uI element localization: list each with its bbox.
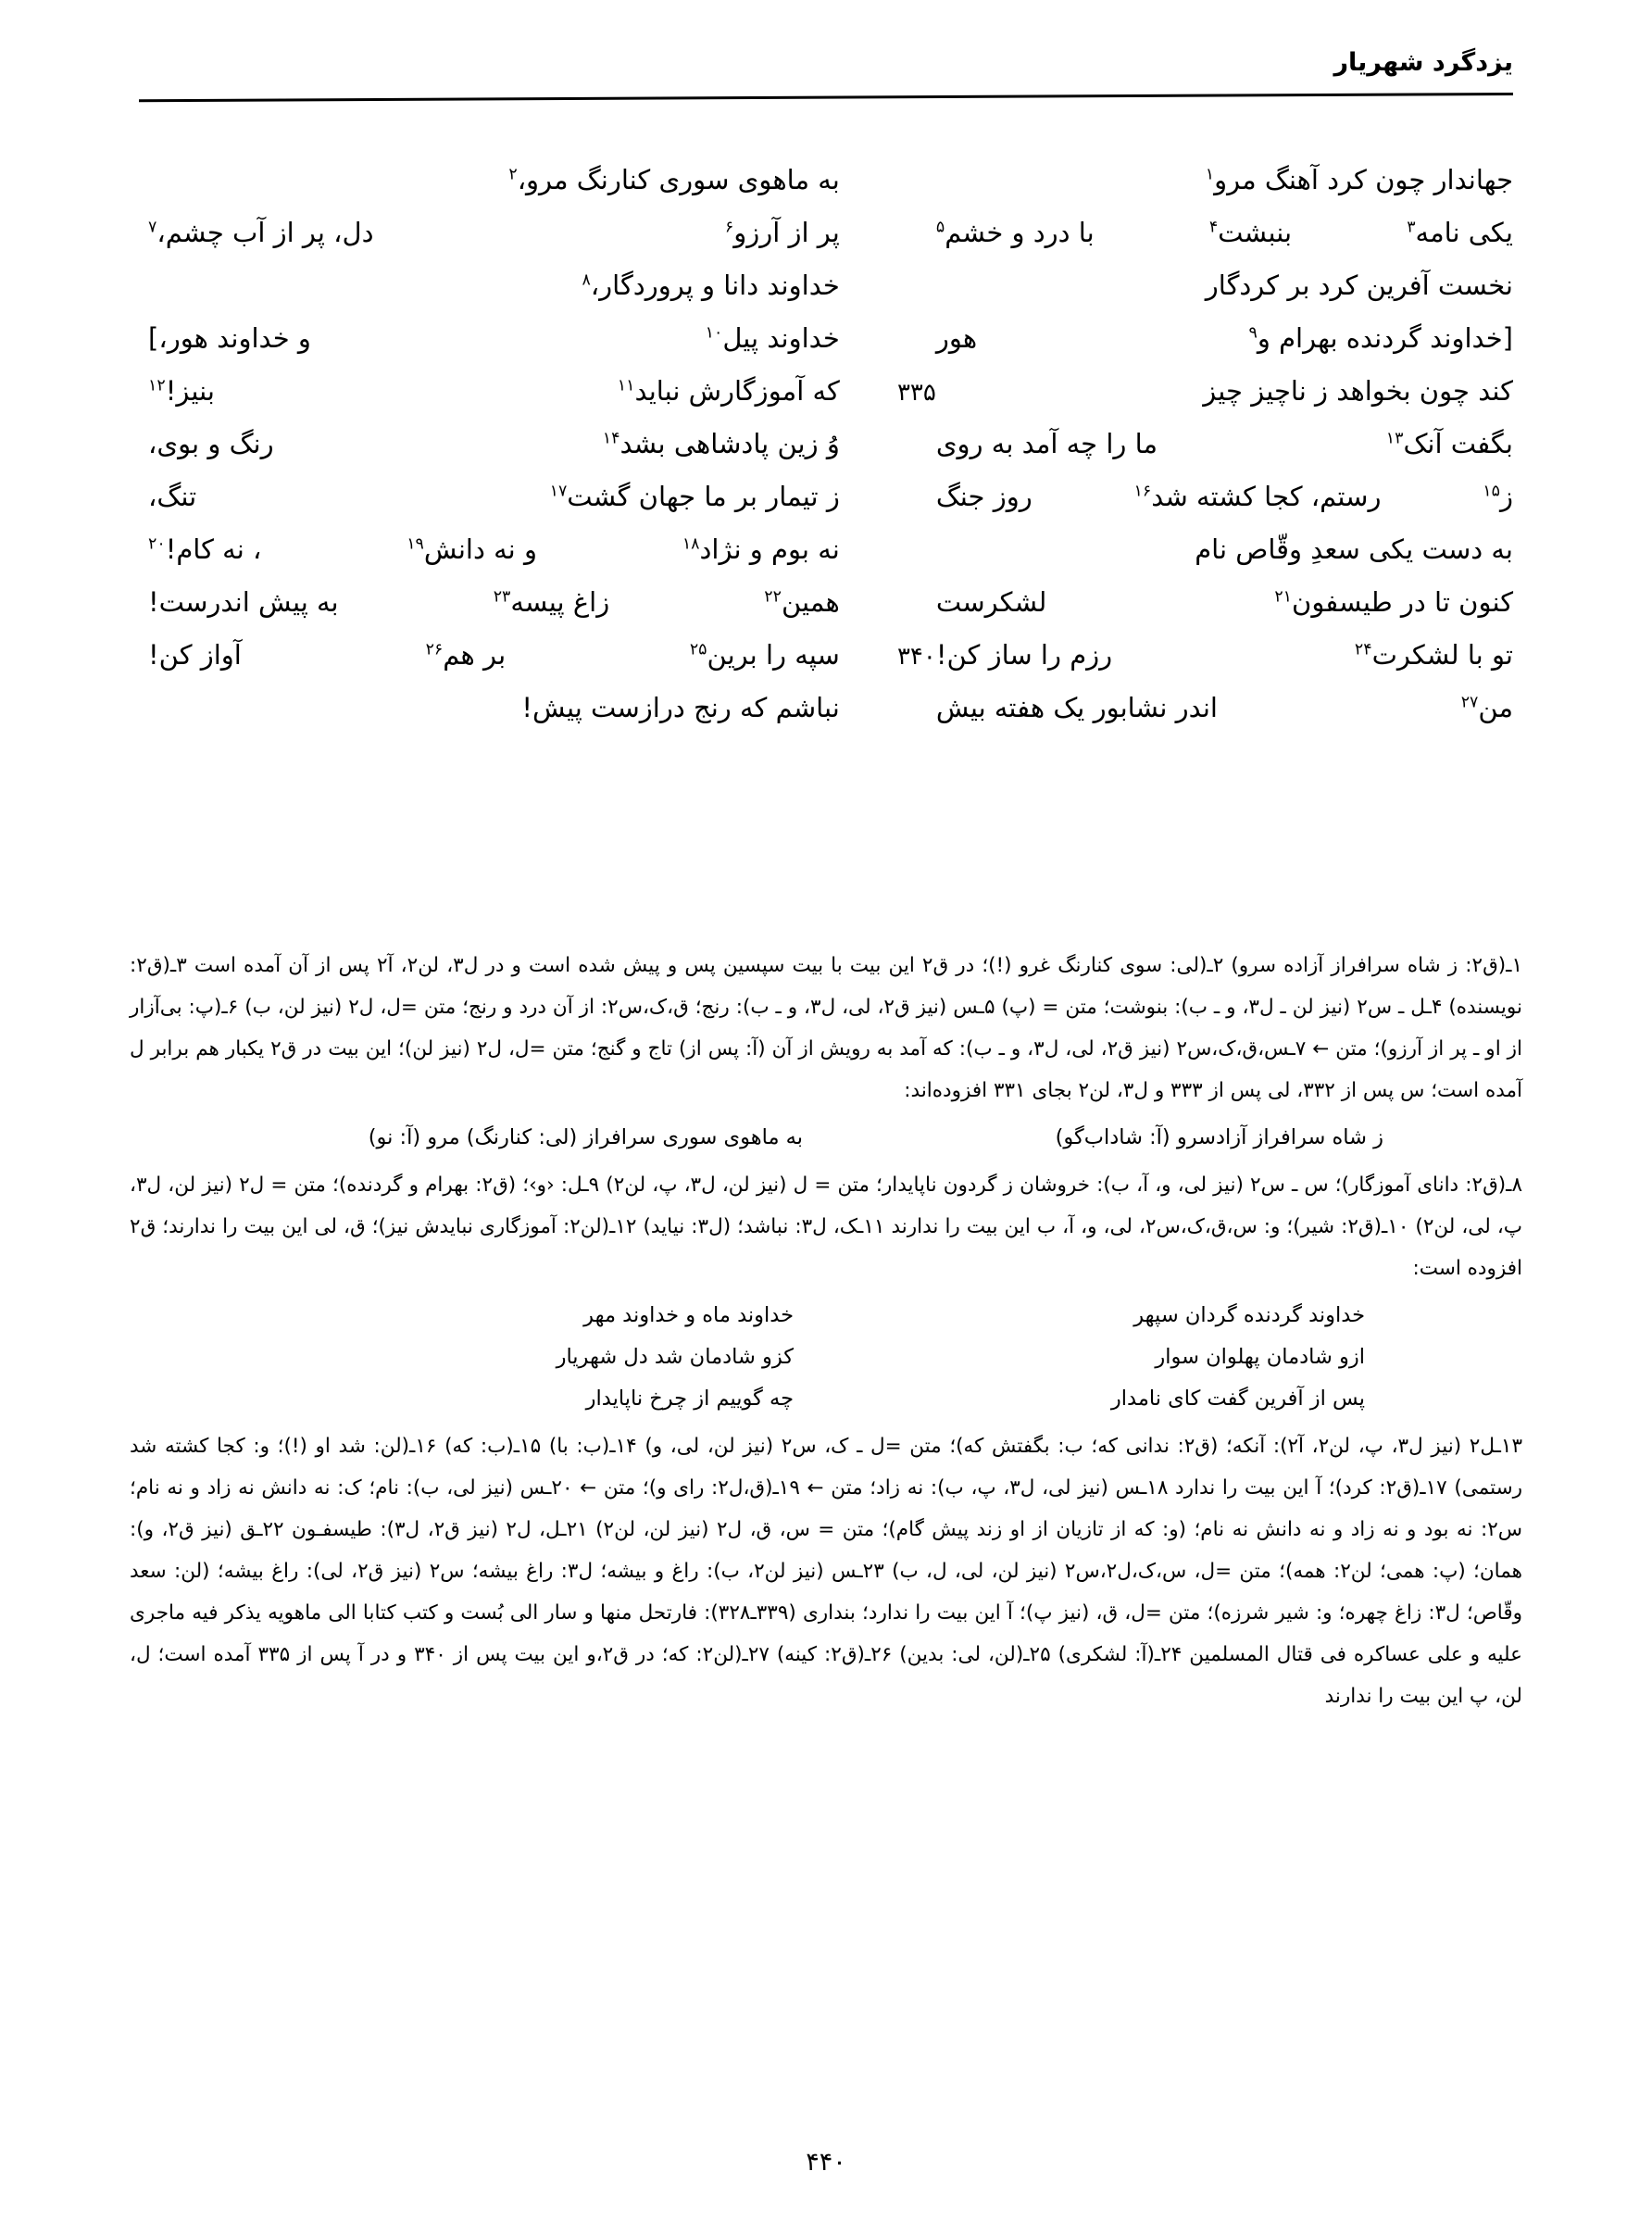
inset-verse-row xyxy=(130,1378,1522,1420)
hemistich-right xyxy=(840,533,1513,565)
hemistich-left xyxy=(139,428,840,459)
hemistich-segment: به ماهوی سوری کنارنگ مرو،$^۲$ xyxy=(508,164,840,195)
footnote-marker: ۱۶ xyxy=(1133,482,1152,501)
footnote-marker: ۱۴ xyxy=(602,429,620,448)
hemistich-right xyxy=(840,217,1513,248)
footnote-marker: ۱۹ xyxy=(407,534,424,554)
hemistich-segment: ، نه کام!$^{۲۰}$ xyxy=(148,533,262,565)
hemistich-segment: خداوند دانا و پروردگار،$^۸$ xyxy=(582,270,840,301)
footnote-marker: ۲۱ xyxy=(1274,587,1293,607)
hemistich-segment: آواز کن! xyxy=(148,639,242,671)
hemistich-segment: خداوند پیل$^{۱۰}$ xyxy=(705,322,840,354)
hemistich-left-text xyxy=(148,639,840,671)
hemistich-segment: همین$^{۲۲}$ xyxy=(764,586,840,618)
inset-verse-row xyxy=(130,1337,1522,1378)
verse-row xyxy=(139,164,1513,220)
hemistich-segment: به پیش اندرست! xyxy=(148,586,339,618)
inset-hemistich-left: کزو شادمان شد دل شهریار xyxy=(556,1345,794,1369)
hemistich-left xyxy=(139,586,840,618)
inset-hemistich-left: به ماهوی سوری سرافراز (لی: کنارنگ) مرو (آ: نو) xyxy=(368,1125,803,1149)
footnote-marker: ۲ xyxy=(508,165,518,184)
page-header xyxy=(139,48,1513,104)
hemistich-segment: دل، پر از آب چشم،$^۷$ xyxy=(148,217,374,248)
footnote-marker: ۲۷ xyxy=(1460,693,1479,712)
apparatus-inset-verses xyxy=(130,1117,1522,1159)
hemistich-left xyxy=(139,217,840,248)
footnote-marker: ۵ xyxy=(935,218,945,237)
hemistich-right xyxy=(840,428,1513,459)
footnote-marker: ۱۸ xyxy=(682,534,700,554)
verse-row xyxy=(139,217,1513,272)
hemistich-right-text xyxy=(935,692,1513,723)
hemistich-segment: و خداوند هور،] xyxy=(148,322,311,354)
hemistich-segment: کنون تا در طیسفون$^{۲۱}$ xyxy=(1274,586,1513,618)
hemistich-segment: نباشم که رنج درازست پیش! xyxy=(521,692,840,723)
hemistich-segment: بگفت آنک$^{۱۳}$ xyxy=(1385,428,1513,459)
hemistich-segment: تو با لشکرت$^{۲۴}$ xyxy=(1354,639,1513,671)
hemistich-left-text xyxy=(148,322,840,354)
footnote-marker: ۱۷ xyxy=(549,482,568,501)
hemistich-segment: تنگ، xyxy=(148,481,197,512)
hemistich-left xyxy=(139,692,840,723)
running-head-title: یزدگرد شهریار xyxy=(1333,48,1513,77)
footnote-marker: ۲۶ xyxy=(425,640,444,659)
footnote-marker: ۱۲ xyxy=(148,376,166,395)
hemistich-left xyxy=(139,272,840,299)
inset-hemistich-right: ز شاه سرافراز آزادسرو (آ: شاداب‌گو) xyxy=(1055,1125,1383,1149)
hemistich-left-text xyxy=(148,164,840,195)
footnote-marker: ۲۵ xyxy=(689,640,707,659)
hemistich-segment: روز جنگ xyxy=(935,481,1032,512)
verse-number: ۳۴۰ xyxy=(896,643,936,671)
hemistich-right-text xyxy=(936,164,1513,195)
hemistich-left-text xyxy=(148,586,840,618)
footnote-marker: ۲۰ xyxy=(148,534,166,554)
hemistich-left xyxy=(139,164,840,195)
verse-row xyxy=(139,586,1513,642)
footnote-marker: ۳ xyxy=(1407,218,1416,237)
inset-hemistich-right: پس از آفرین گفت کای نامدار xyxy=(1110,1387,1365,1411)
hemistich-right-text xyxy=(936,533,1513,565)
hemistich-left-text xyxy=(148,533,840,565)
hemistich-segment: کند چون بخواهد ز ناچیز چیز xyxy=(1203,375,1513,407)
hemistich-left-text xyxy=(148,692,840,723)
footnote-marker: ۱۰ xyxy=(705,323,723,343)
footnote-marker: ۲۲ xyxy=(764,587,782,607)
apparatus-paragraph: ۱ـ(ق۲: ز شاه سرافراز آزاده سرو) ۲ـ(لی: سوی کنارنگ غرو (!)؛ در ق۲ این بیت با بیت سپسین پس و پیش شده است و در ل۳، لن۲، آ۲ پس از آن آمده است ۳ـ(ق۲: نویسنده) ۴ـل ـ س۲ (نیز لن ـ ل۳، و ـ ب): بنوشت؛ متن = (پ) ۵ـس (نیز ق۲، لی، ل۳، و ـ ب): رنج؛ ق،ک،س۲: از آن درد و رنج؛ متن =ل، ل۲ (نیز لن، ب) ۶ـ(پ: بی‌آزار از او ـ پر از آرزو)؛ متن ← ۷ـس،ق،ک،س۲ (نیز ق۲، لی، ل۳، و ـ ب): که آمد به رویش از آن (آ: پس از) تاج و گنج؛ متن =ل، ل۲ (نیز لن)؛ این بیت در ق۲ یکبار هم برابر ل آمده است؛ س پس از ۳۳۲، لی پس از ۳۳۳ و ل۳، لن۲ بجای ۳۳۱ افزوده‌اند: xyxy=(130,954,1523,1102)
hemistich-left-text xyxy=(148,428,840,459)
hemistich-right xyxy=(840,375,1513,407)
verse-row xyxy=(139,639,1513,695)
footnote-marker: ۴ xyxy=(1208,218,1219,237)
verse-block xyxy=(139,164,1513,747)
hemistich-segment: و نه دانش$^{۱۹}$ xyxy=(407,533,537,565)
hemistich-right-text xyxy=(936,375,1513,407)
footnote-marker: ۱ xyxy=(1205,165,1215,184)
hemistich-segment: رنگ و بوی، xyxy=(148,428,274,459)
hemistich-right-text xyxy=(935,322,1513,354)
hemistich-segment: لشکرست xyxy=(935,586,1047,618)
hemistich-segment: من$^{۲۷}$ xyxy=(1460,692,1513,723)
hemistich-left-text xyxy=(148,217,840,248)
verse-row xyxy=(139,692,1513,747)
footnote-marker: ۱۵ xyxy=(1483,482,1500,501)
inset-hemistich-left: چه گوییم از چرخ ناپایدار xyxy=(585,1387,794,1411)
inset-verse-row xyxy=(130,1295,1522,1337)
hemistich-right xyxy=(840,586,1513,618)
verse-row xyxy=(139,483,1513,536)
footnote-marker: ۶ xyxy=(724,218,734,237)
verse-row xyxy=(139,375,1513,431)
inset-hemistich-left: خداوند ماه و خداوند مهر xyxy=(583,1303,794,1327)
footnote-marker: ۱۳ xyxy=(1385,429,1404,448)
hemistich-left-text xyxy=(148,375,840,407)
hemistich-right xyxy=(840,483,1513,510)
hemistich-segment: ز تیمار بر ما جهان گشت$^{۱۷}$ xyxy=(549,481,840,512)
hemistich-segment: زاغ پیسه$^{۲۳}$ xyxy=(493,586,610,618)
hemistich-segment: سپه را برین$^{۲۵}$ xyxy=(689,639,840,671)
hemistich-segment: ما را چه آمد به روی xyxy=(935,428,1158,459)
hemistich-segment: به دست یکی سعدِ وقّاص نام xyxy=(1195,533,1513,565)
hemistich-segment: وُ زین پادشاهی بشد$^{۱۴}$ xyxy=(602,428,840,459)
hemistich-segment: نخست آفرین کرد بر کردگار xyxy=(1205,270,1513,301)
footnote-marker: ۲۳ xyxy=(493,587,511,607)
footnote-marker: ۲۴ xyxy=(1354,640,1372,659)
hemistich-segment: اندر نشابور یک هفته بیش xyxy=(935,692,1218,723)
hemistich-segment: [خداوند گردنده بهرام و$^۹$ xyxy=(1248,322,1513,354)
verse-number: ۳۳۵ xyxy=(896,379,936,407)
inset-hemistich-right: خداوند گردنده گردان سپهر xyxy=(1133,1303,1365,1327)
hemistich-right xyxy=(840,164,1513,195)
hemistich-right xyxy=(840,322,1513,354)
verse-row xyxy=(139,272,1513,325)
footnote-marker: ۹ xyxy=(1248,323,1258,343)
hemistich-segment: رستم، کجا کشته شد$^{۱۶}$ xyxy=(1133,481,1382,512)
hemistich-segment: نه بوم و نژاد$^{۱۸}$ xyxy=(682,533,840,565)
apparatus-paragraph: ۸ـ(ق۲: دانای آموزگار)؛ س ـ س۲ (نیز لی، و، آ، ب): خروشان ز گردون ناپایدار؛ متن = ل (نیز لن، ل۳، پ، لن۲) ۹ـل: ‹و›؛ (ق۲: بهرام و گردنده)؛ متن = ل۲ (نیز لن، ل۳، پ، لی، لن۲) ۱۰ـ(ق۲: شیر)؛ و: س،ق،ک،س۲، لی، و، آ، ب این بیت را ندارند ۱۱ـک، ل۳: نباشد؛ (ل۳: نیاید) ۱۲ـ(لن۲: آموزگاری نبایدش نیز)؛ ق، لی این بیت را ندارند؛ ق۲ افزوده است: xyxy=(130,1173,1523,1280)
hemistich-segment: بر هم$^{۲۶}$ xyxy=(425,639,507,671)
hemistich-left xyxy=(139,483,840,510)
hemistich-right-text xyxy=(936,483,1513,510)
hemistich-left xyxy=(139,375,840,407)
hemistich-segment: رزم را ساز کن! xyxy=(935,639,1113,671)
apparatus-paragraph: ۱۳ـل۲ (نیز ل۳، پ، لن۲، آ۲): آنکه؛ (ق۲: ندانی که؛ ب: بگفتش که)؛ متن =ل ـ ک، س۲ (نیز لن، لی، و) ۱۴ـ(ب: با) ۱۵ـ(ب: که) ۱۶ـ(لن: شد او (!)؛ و: کجا کشته شد رستمی) ۱۷ـ(ق۲: کرد)؛ آ این بیت را ندارد ۱۸ـس (نیز لی، ل۳، پ، ب): نه زاد؛ متن ← ۱۹ـ(ق،ل۲: رای و)؛ متن ← ۲۰ـس (نیز لی، ب): نام؛ ک: نه دانش نه زاد و نه نام؛ س۲: نه بود و نه زاد و نه دانش نه نام؛ (و: که از تازیان از او زند پیش گام)؛ متن = س، ق، ل۲ (نیز لن، لن۲) ۲۱ـل، ل۲ (نیز ق۲، ل۳): طیسفـون ۲۲ـق (نیز ق۲، و): همان؛ (پ: همی؛ لن۲: همه)؛ متن =ل، س،ک،ل۲،س۲ (نیز لن، لی، ل، ب) ۲۳ـس (نیز لن۲، ب): راغ و بیشه؛ ل۳: راغ بیشه؛ س۲ (نیز ق۲، لی): راغ بیشه؛ (لن: سعد وقّاص؛ ل۳: زاغ چهره؛ و: شیر شرزه)؛ متن =ل، ق، (نیز پ)؛ آ این بیت را ندارد؛ بنداری (۳۳۹ـ۳۲۸): فارتحل منها و سار الی بُست و کتب کتابا الی ماهویه یذکر فیه ماجری علیه و علی عساکره فی قتال المسلمین ۲۴ـ(آ: لشکری) ۲۵ـ(لن، لی: بدین) ۲۶ـ(ق۲: کینه) ۲۷ـ(لن۲: که؛ در ق۲،و این بیت پس از ۳۴۰ و در آ پس از ۳۳۵ آمده است؛ ل، لن، پ این بیت را ندارند xyxy=(130,1435,1523,1708)
footnote-marker: ۱۱ xyxy=(617,376,635,395)
hemistich-left xyxy=(139,322,840,354)
hemistich-left xyxy=(139,533,840,565)
hemistich-left-text xyxy=(148,483,840,510)
critical-apparatus xyxy=(130,945,1522,1717)
hemistich-segment: هور xyxy=(935,322,978,354)
folio-number: ۴۴۰ xyxy=(806,2148,846,2177)
hemistich-segment: که آموزگارش نباید$^{۱۱}$ xyxy=(617,375,840,407)
hemistich-segment: با درد و خشم$^۵$ xyxy=(935,217,1095,248)
verse-row xyxy=(139,533,1513,589)
hemistich-right xyxy=(840,639,1513,671)
hemistich-right-text xyxy=(935,586,1513,618)
hemistich-right-text xyxy=(935,428,1513,459)
hemistich-segment: جهاندار چون کرد آهنگ مرو$^۱$ xyxy=(1205,164,1513,195)
verse-row xyxy=(139,322,1513,378)
footnote-marker: ۸ xyxy=(582,270,591,290)
hemistich-right-text xyxy=(935,639,1513,671)
hemistich-right-text xyxy=(935,217,1513,248)
hemistich-right-text xyxy=(936,272,1513,299)
hemistich-segment: بنبشت$^۴$ xyxy=(1208,217,1293,248)
verse-row xyxy=(139,428,1513,483)
hemistich-segment: ز$^{۱۵}$ xyxy=(1483,481,1513,512)
hemistich-right xyxy=(840,692,1513,723)
hemistich-left xyxy=(139,639,840,671)
hemistich-segment: پر از آرزو$^۶$ xyxy=(724,217,840,248)
footnote-marker: ۷ xyxy=(148,218,157,237)
inset-verse-row xyxy=(130,1117,1522,1159)
hemistich-right xyxy=(840,272,1513,299)
apparatus-inset-verses xyxy=(130,1295,1522,1420)
hemistich-left-text xyxy=(148,272,840,299)
hemistich-segment: یکی نامه$^۳$ xyxy=(1407,217,1513,248)
header-rule-divider xyxy=(139,93,1513,102)
inset-hemistich-right: ازو شادمان پهلوان سوار xyxy=(1155,1345,1365,1369)
hemistich-segment: بنیز!$^{۱۲}$ xyxy=(148,375,215,407)
